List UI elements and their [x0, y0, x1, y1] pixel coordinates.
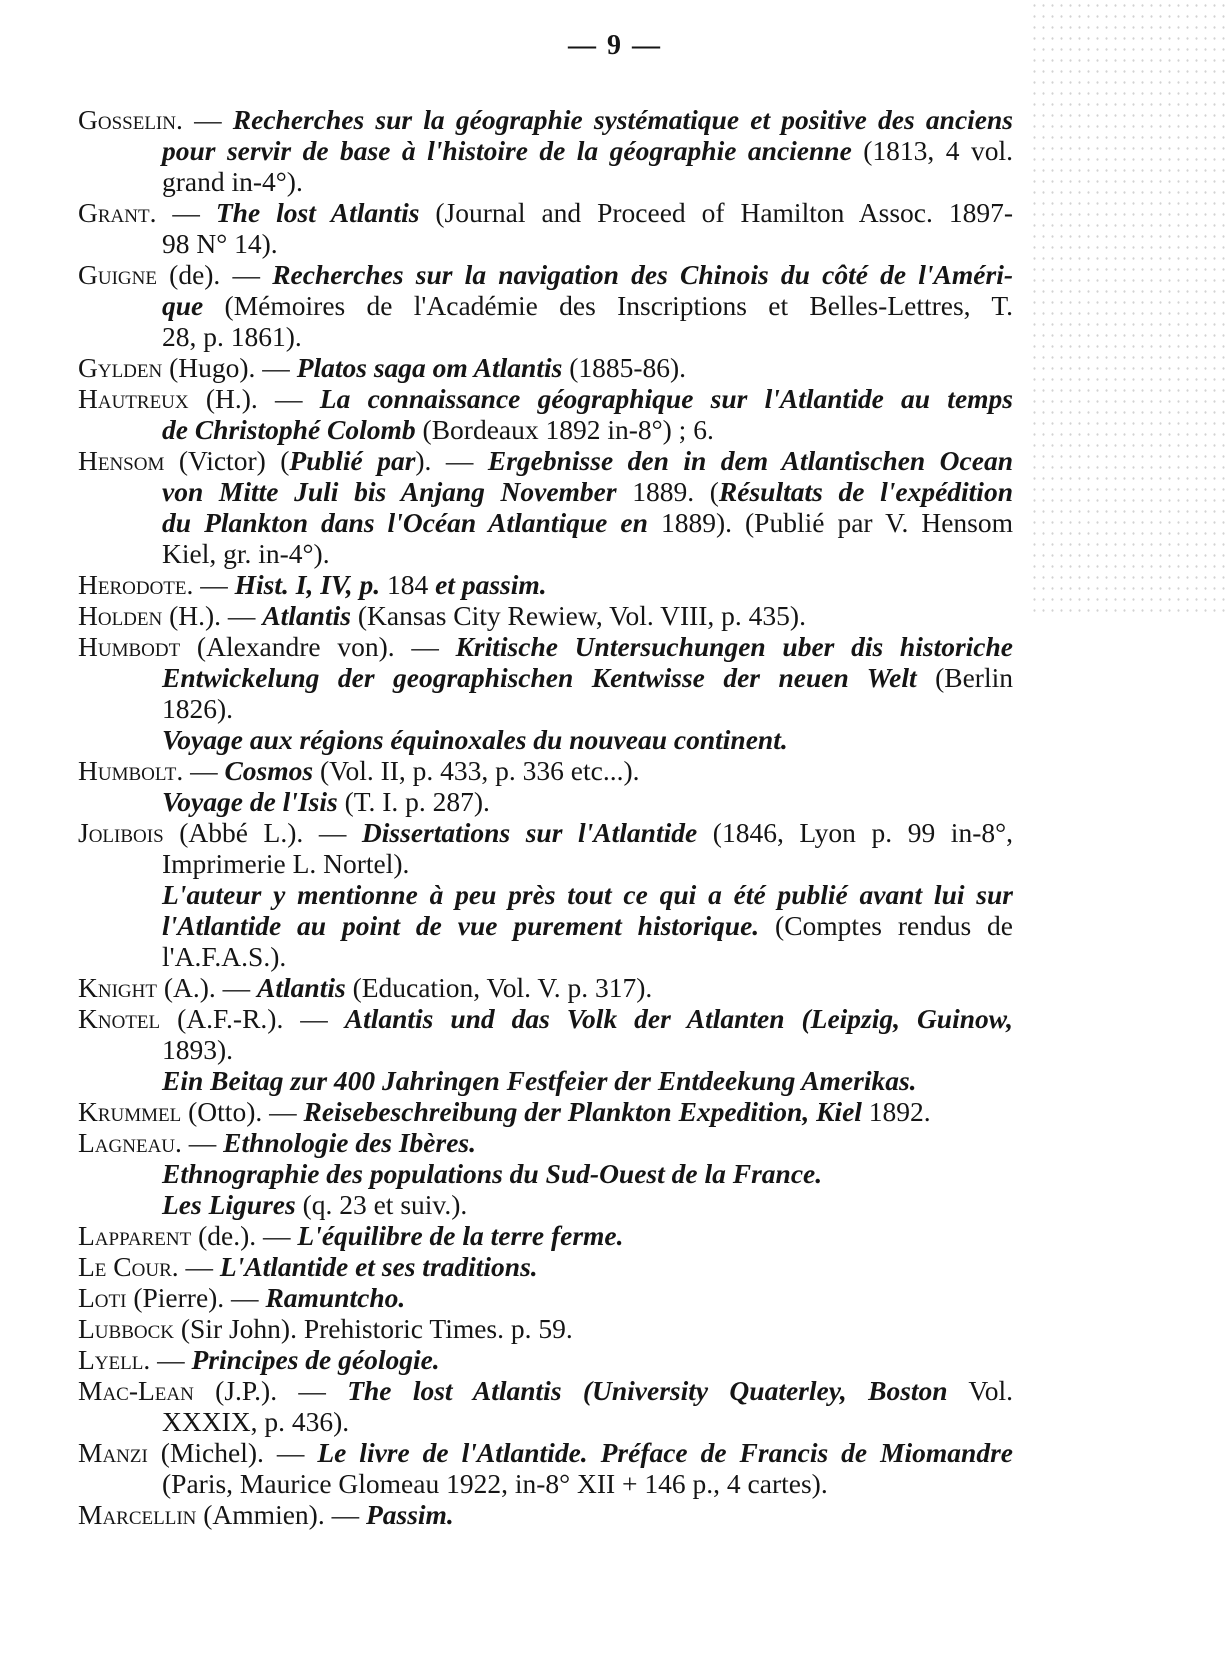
entry-line [78, 569, 1013, 600]
entry-title: von Mitte Juli bis Anjang November [162, 476, 617, 507]
entry-text: (Bordeaux 1892 in-8°) ; 6. [415, 414, 714, 445]
page-number: — 9 — [568, 30, 662, 61]
entry-line [78, 1127, 1013, 1158]
entry-continuation-line [78, 1158, 1013, 1189]
entry-continuation-line [78, 941, 1013, 972]
entry-author: Holden [78, 600, 163, 631]
entry-line [78, 259, 1013, 290]
entry-title: Ethnologie des Ibères. [223, 1127, 476, 1158]
entry-continuation-line [78, 290, 1013, 321]
entry-title: The lost Atlantis [215, 197, 420, 228]
entry-text: ). — [415, 445, 488, 476]
entry-line [78, 197, 1013, 228]
entry-text: (H.). — [188, 383, 320, 414]
entry-continuation-line [78, 724, 1013, 755]
entry-text: — [182, 104, 233, 135]
entry-text: Imprimerie L. Nortel). [162, 848, 410, 879]
entry-title: Hist. I, IV, p. [234, 569, 381, 600]
entry-continuation-line [78, 662, 1013, 693]
entry-text: (Pierre). — [126, 1282, 266, 1313]
entry-title: Entwickelung der geographischen Kentwisse der neuen Welt [162, 662, 917, 693]
entry-line [78, 352, 1013, 383]
entry-title: Voyage de l'Isis [162, 786, 338, 817]
entry-text: 28, p. 1861). [162, 321, 302, 352]
entry-text: 1889. ( [616, 476, 719, 507]
entry-text: (Paris, Maurice Glomeau 1922, in-8° XII + 146 p., 4 cartes). [162, 1468, 828, 1499]
entry-title: The lost Atlantis (University Quaterley, Boston [347, 1375, 948, 1406]
entry-text: l'A.F.A.S.). [162, 941, 287, 972]
entry-text: (J.P.). — [193, 1375, 348, 1406]
entry-line [78, 600, 1013, 631]
entry-line [78, 1437, 1013, 1468]
entry-text: (Journal and Proceed of Hamilton Assoc. 1897- [419, 197, 1013, 228]
entry-line [78, 1375, 1013, 1406]
entry-text: XXXIX, p. 436). [162, 1406, 350, 1437]
entry-author: Hautreux [78, 383, 189, 414]
entry-title: Publié par [289, 445, 416, 476]
entry-text: Vol. [947, 1375, 1013, 1406]
entry-line [78, 1499, 1013, 1530]
entry-title: Platos saga om Atlantis [296, 352, 563, 383]
entry-continuation-line [78, 693, 1013, 724]
entry-continuation-line [78, 910, 1013, 941]
entry-title: Dissertations sur l'Atlantide [361, 817, 698, 848]
entry-continuation-line [78, 228, 1013, 259]
entry-continuation-line [78, 848, 1013, 879]
entry-text: (Education, Vol. V. p. 317). [345, 972, 653, 1003]
entry-title: de Christophé Colomb [162, 414, 416, 445]
entry-continuation-line [78, 507, 1013, 538]
entry-author: Le Cour. [78, 1251, 179, 1282]
entry-title: Passim. [365, 1499, 454, 1530]
entry-title: Résultats de l'expédition [718, 476, 1013, 507]
entry-text: (q. 23 et suiv.). [295, 1189, 468, 1220]
entry-text: (de). — [156, 259, 273, 290]
entry-text: (Otto). — [181, 1096, 304, 1127]
entry-continuation-line [78, 1034, 1013, 1065]
entry-continuation-line [78, 135, 1013, 166]
entry-continuation-line [78, 476, 1013, 507]
entry-text: (Michel). — [147, 1437, 318, 1468]
entry-title: Atlantis [262, 600, 351, 631]
entry-text: — [193, 569, 235, 600]
entry-author: Mac-Lean [78, 1375, 194, 1406]
entry-title: Recherches sur la géographie systématique et positive des anciens [232, 104, 1013, 135]
entry-text: (H.). — [162, 600, 263, 631]
entry-author: Grant. [78, 197, 157, 228]
entry-text: — [181, 1127, 224, 1158]
entry-title: Kritische Untersuchungen uber dis historiche [455, 631, 1013, 662]
entry-author: Lyell. [78, 1344, 151, 1375]
entry-text: — [183, 755, 225, 786]
entry-author: Humbolt. [78, 755, 184, 786]
entry-line [78, 383, 1013, 414]
entry-title: Voyage aux régions équinoxales du nouveau continent. [162, 724, 788, 755]
entry-text: 98 N° 14). [162, 228, 278, 259]
entry-text: (A.F.-R.). — [160, 1003, 345, 1034]
entry-continuation-line [78, 321, 1013, 352]
entry-title: pour servir de base à l'histoire de la géographie ancienne [162, 135, 852, 166]
entry-title: l'Atlantide au point de vue purement historique. [162, 910, 760, 941]
entry-title: Atlantis [257, 972, 346, 1003]
entry-continuation-line [78, 1065, 1013, 1096]
entry-text: (Sir John). Prehistoric Times. p. 59. [173, 1313, 573, 1344]
scan-noise [1030, 0, 1230, 620]
entry-continuation-line [78, 879, 1013, 910]
entry-text: (Vol. II, p. 433, p. 336 etc...). [313, 755, 640, 786]
entry-line [78, 104, 1013, 135]
entry-continuation-line [78, 538, 1013, 569]
entry-author: Gosselin. [78, 104, 183, 135]
entry-title: Les Ligures [162, 1189, 296, 1220]
entry-title: L'auteur y mentionne à peu près tout ce qui a été publié avant lui sur [162, 879, 1013, 910]
entry-title: du Plankton dans l'Océan Atlantique en [162, 507, 648, 538]
entry-text: (Mémoires de l'Académie des Inscriptions et Belles-Lettres, T. [203, 290, 1013, 321]
entry-text: Kiel, gr. in-4°). [162, 538, 330, 569]
entry-line [78, 1282, 1013, 1313]
bibliography-list [78, 104, 1013, 1530]
entry-line [78, 1003, 1013, 1034]
entry-title: que [162, 290, 204, 321]
entry-title: Ramuntcho. [265, 1282, 406, 1313]
entry-line [78, 972, 1013, 1003]
entry-title: Cosmos [224, 755, 314, 786]
entry-author: Marcellin [78, 1499, 197, 1530]
entry-text: (Comptes rendus de [759, 910, 1013, 941]
entry-line [78, 755, 1013, 786]
entry-author: Loti [78, 1282, 127, 1313]
entry-continuation-line [78, 786, 1013, 817]
entry-text: — [150, 1344, 192, 1375]
entry-author: Knight [78, 972, 157, 1003]
entry-text: (Victor) ( [164, 445, 290, 476]
entry-text: (de.). — [191, 1220, 298, 1251]
entry-author: Herodote. [78, 569, 194, 600]
entry-line [78, 1251, 1013, 1282]
entry-text: (1813, 4 vol. [851, 135, 1013, 166]
entry-continuation-line [78, 166, 1013, 197]
entry-text: (Kansas City Rewiew, Vol. VIII, p. 435). [350, 600, 806, 631]
entry-text: 1889). (Publié par V. Hensom [647, 507, 1013, 538]
entry-text: (Ammien). — [196, 1499, 366, 1530]
entry-author: Jolibois [78, 817, 164, 848]
entry-title: Atlantis und das Volk der Atlanten (Leipzig, Guinow, [344, 1003, 1013, 1034]
entry-text: — [178, 1251, 220, 1282]
entry-text: (Abbé L.). — [163, 817, 362, 848]
entry-line [78, 631, 1013, 662]
entry-author: Knotel [78, 1003, 161, 1034]
entry-author: Lubbock [78, 1313, 174, 1344]
entry-text: (Berlin [916, 662, 1013, 693]
entry-title: L'équilibre de la terre ferme. [297, 1220, 624, 1251]
entry-text: (T. I. p. 287). [337, 786, 490, 817]
entry-text: grand in-4°). [162, 166, 303, 197]
entry-title: et passim. [435, 569, 547, 600]
entry-text: 1826). [162, 693, 234, 724]
entry-text: 1893). [162, 1034, 234, 1065]
entry-title: Principes de géologie. [191, 1344, 440, 1375]
entry-title: Reisebeschreibung der Plankton Expedition, Kiel [303, 1096, 862, 1127]
entry-title: Ein Beitag zur 400 Jahringen Festfeier der Entdeekung Amerikas. [162, 1065, 917, 1096]
entry-text: (Hugo). — [162, 352, 297, 383]
entry-line [78, 1220, 1013, 1251]
entry-line [78, 1344, 1013, 1375]
entry-author: Lagneau. [78, 1127, 182, 1158]
entry-line [78, 445, 1013, 476]
entry-author: Humbodt [78, 631, 181, 662]
entry-title: L'Atlantide et ses traditions. [219, 1251, 538, 1282]
entry-title: La connaissance géographique sur l'Atlantide au temps [319, 383, 1013, 414]
entry-title: Ethnographie des populations du Sud-Ouest de la France. [162, 1158, 823, 1189]
entry-line [78, 1313, 1013, 1344]
entry-author: Lapparent [78, 1220, 192, 1251]
entry-text: (1885-86). [562, 352, 687, 383]
entry-text: 184 [380, 569, 436, 600]
entry-line [78, 817, 1013, 848]
entry-author: Guigne [78, 259, 157, 290]
entry-continuation-line [78, 1406, 1013, 1437]
entry-author: Hensom [78, 445, 165, 476]
entry-continuation-line [78, 1468, 1013, 1499]
entry-title: Ergebnisse den in dem Atlantischen Ocean [487, 445, 1013, 476]
entry-author: Manzi [78, 1437, 148, 1468]
entry-text: — [156, 197, 216, 228]
entry-line [78, 1096, 1013, 1127]
entry-title: Recherches sur la navigation des Chinois du côté de l'Améri- [272, 259, 1013, 290]
entry-text: 1892. [861, 1096, 931, 1127]
entry-continuation-line [78, 414, 1013, 445]
entry-title: Le livre de l'Atlantide. Préface de Francis de Miomandre [317, 1437, 1013, 1468]
entry-text: (A.). — [156, 972, 258, 1003]
entry-text: (Alexandre von). — [180, 631, 456, 662]
entry-author: Gylden [78, 352, 163, 383]
entry-text: (1846, Lyon p. 99 in-8°, [697, 817, 1013, 848]
entry-continuation-line [78, 1189, 1013, 1220]
entry-author: Krummel [78, 1096, 182, 1127]
